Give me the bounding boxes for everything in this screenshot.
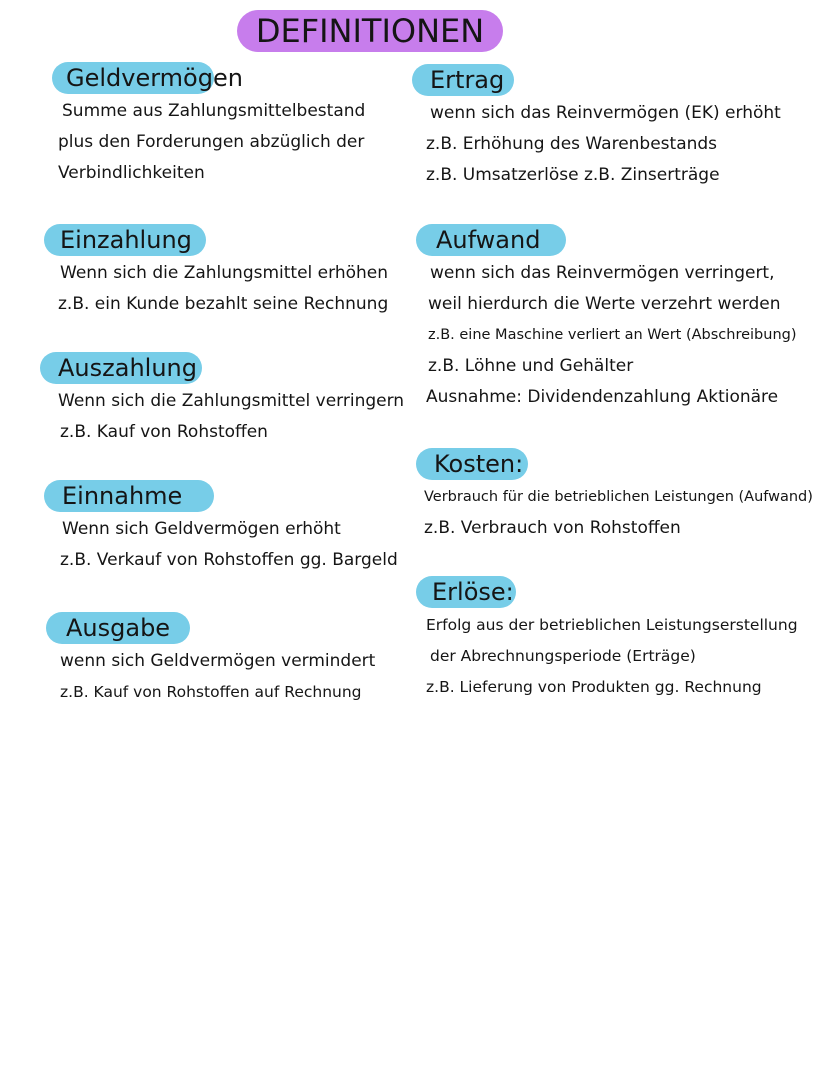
term-label: Ausgabe xyxy=(66,614,171,642)
term-heading xyxy=(416,574,798,610)
definition-line: wenn sich das Reinvermögen verringert, xyxy=(430,263,775,283)
definition-kosten xyxy=(416,446,813,544)
term-heading xyxy=(416,222,797,258)
definition-line: Wenn sich Geldvermögen erhöht xyxy=(62,519,341,539)
definition-line: z.B. ein Kunde bezahlt seine Rechnung xyxy=(58,294,389,314)
definition-line: Summe aus Zahlungsmittelbestand xyxy=(62,101,366,121)
definition-line: z.B. eine Maschine verliert an Wert (Abschreibung) xyxy=(428,327,797,343)
definition-line: plus den Forderungen abzüglich der xyxy=(58,132,365,152)
definition-line: weil hierdurch die Werte verzehrt werden xyxy=(428,294,781,314)
term-label: Geldvermögen xyxy=(66,64,243,92)
term-label: Auszahlung xyxy=(58,354,197,382)
definition-line: z.B. Kauf von Rohstoffen xyxy=(60,422,268,442)
term-label: Einnahme xyxy=(62,482,183,510)
definition-ertrag xyxy=(412,62,781,191)
definition-line: z.B. Verkauf von Rohstoffen gg. Bargeld xyxy=(60,550,398,570)
definition-line: wenn sich das Reinvermögen (EK) erhöht xyxy=(430,103,781,123)
definition-geldvermoegen xyxy=(52,60,365,189)
definition-line: Ausnahme: Dividendenzahlung Aktionäre xyxy=(426,387,779,407)
term-label: Ertrag xyxy=(430,66,505,94)
term-heading xyxy=(40,350,404,386)
definition-line: wenn sich Geldvermögen vermindert xyxy=(60,651,376,671)
definition-line: Wenn sich die Zahlungsmittel erhöhen xyxy=(60,263,388,283)
definition-ausgabe xyxy=(46,610,375,708)
definition-line: Verbindlichkeiten xyxy=(58,163,205,183)
term-label: Einzahlung xyxy=(60,226,192,254)
definition-line: Verbrauch für die betrieblichen Leistungen (Aufwand) xyxy=(424,489,813,505)
definition-line: z.B. Erhöhung des Warenbestands xyxy=(426,134,718,154)
term-heading xyxy=(416,446,813,482)
definition-erloese xyxy=(416,574,798,703)
term-heading xyxy=(44,222,388,258)
definition-line: z.B. Löhne und Gehälter xyxy=(428,356,634,376)
definition-line: z.B. Verbrauch von Rohstoffen xyxy=(424,518,681,538)
term-label: Kosten: xyxy=(434,450,524,478)
definition-einzahlung xyxy=(44,222,388,320)
definition-line: z.B. Lieferung von Produkten gg. Rechnung xyxy=(426,678,762,696)
definition-line: der Abrechnungsperiode (Erträge) xyxy=(430,647,696,665)
term-heading xyxy=(44,478,398,514)
term-heading xyxy=(46,610,375,646)
definition-auszahlung xyxy=(40,350,404,448)
term-heading xyxy=(412,62,781,98)
definition-line: Wenn sich die Zahlungsmittel verringern xyxy=(58,391,405,411)
term-label: Aufwand xyxy=(436,226,541,254)
definition-einnahme xyxy=(44,478,398,576)
definition-line: z.B. Kauf von Rohstoffen auf Rechnung xyxy=(60,683,362,701)
definition-line: z.B. Umsatzerlöse z.B. Zinserträge xyxy=(426,165,720,185)
term-label: Erlöse: xyxy=(432,578,514,606)
definition-line: Erfolg aus der betrieblichen Leistungserstellung xyxy=(426,616,798,634)
page-title: DEFINITIONEN xyxy=(255,12,485,50)
term-heading xyxy=(52,60,365,96)
definition-aufwand xyxy=(416,222,797,413)
